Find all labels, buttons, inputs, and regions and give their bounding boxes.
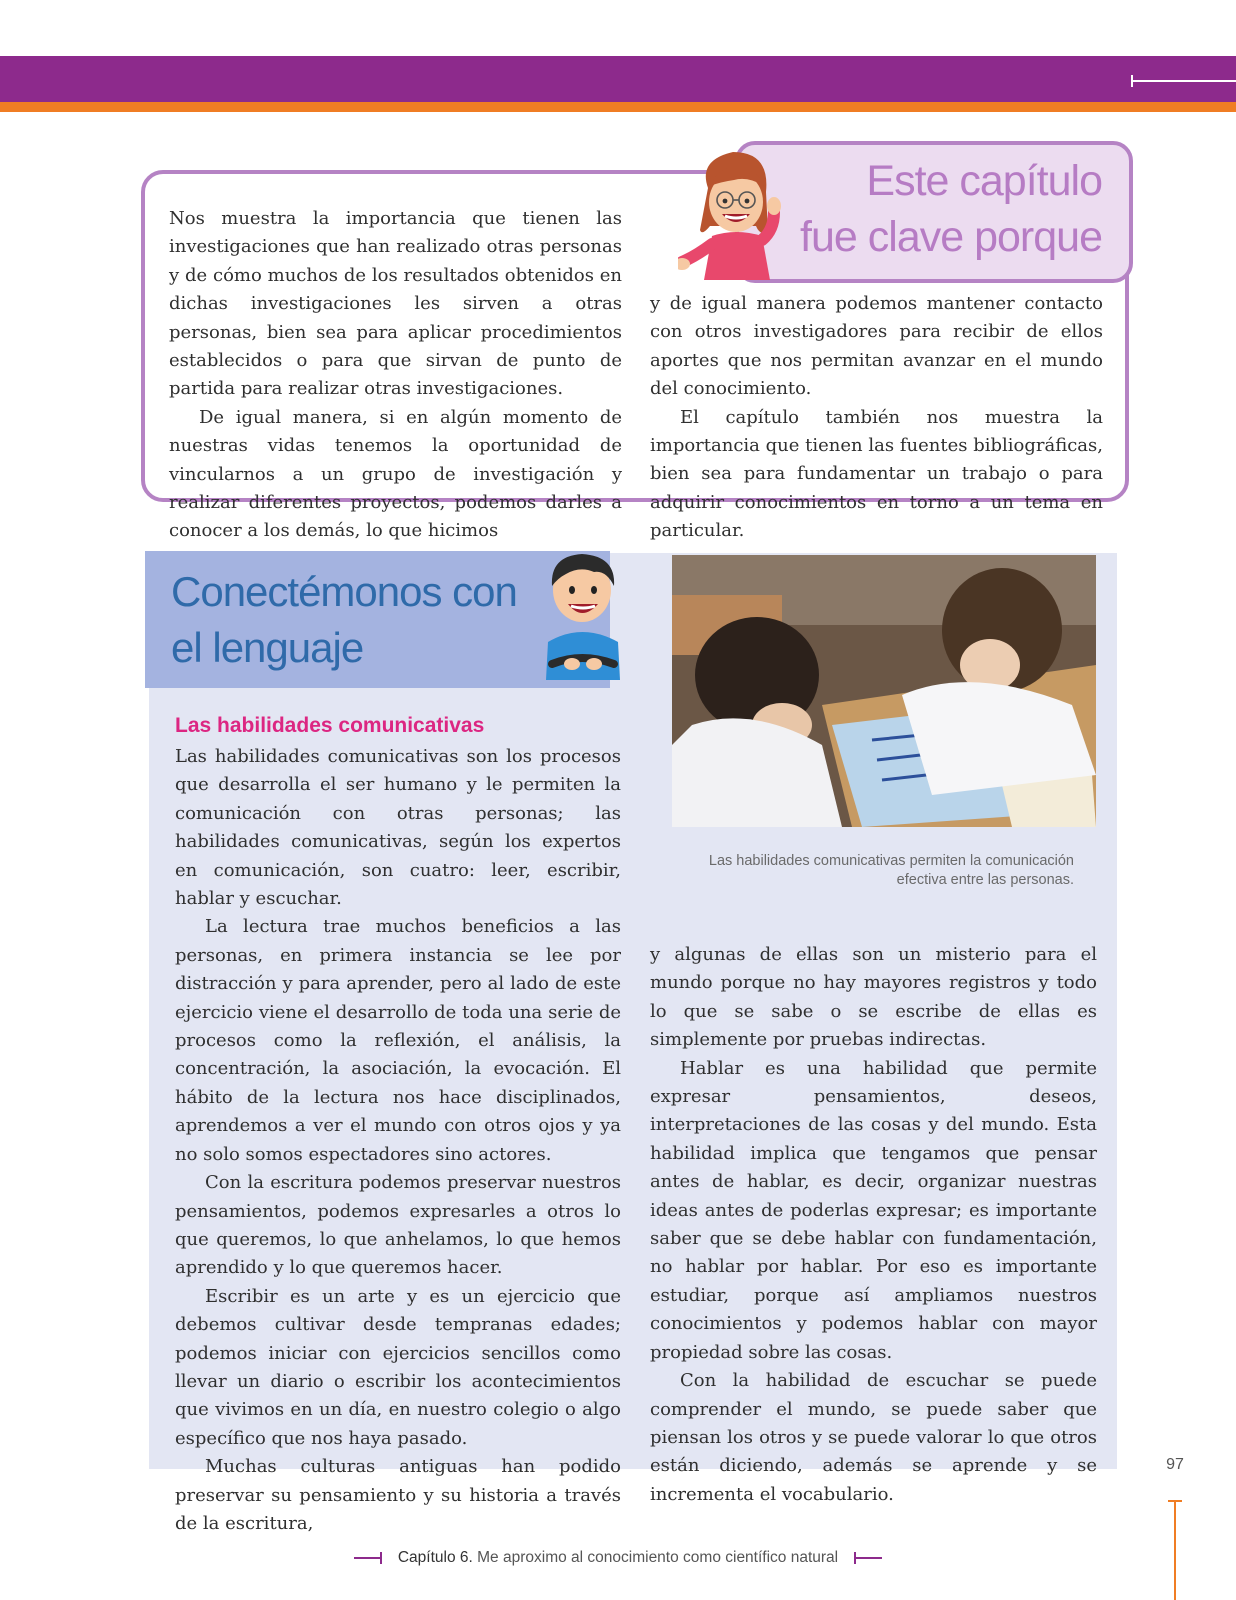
clave-title (770, 153, 1102, 265)
footer (0, 1549, 1236, 1567)
lenguaje-paragraph: Escribir es un arte y es un ejercicio que debemos cultivar desde tempranas edades; podemos iniciar con ejercicios sencillos como llevar un diario o escribir los acontecimientos que vivimos en un día, en nuestro colegio o algo específico que nos haya pasado. (175, 1285, 621, 1449)
lenguaje-paragraph: Con la habilidad de escuchar se puede comprender el mundo, se puede saber que piensan los otros y se puede valorar lo que otros están diciendo, además se aprende y se incrementa el vocabulario. (650, 1370, 1097, 1505)
girl-character-icon (678, 140, 798, 290)
lenguaje-paragraph: Las habilidades comunicativas son los procesos que desarrolla el ser humano y le permiten la comunicación con otras personas; las habilidades comunicativas, según los expertos en comunicación, son cuatro: leer, escribir, hablar y escuchar. (175, 746, 621, 910)
lenguaje-subheading: Las habilidades comunicativas (175, 714, 485, 737)
students-photo-illustration (672, 555, 1096, 827)
footer-mark-right (854, 1557, 882, 1559)
header-band-orange (0, 102, 1236, 112)
boy-character-icon (540, 546, 630, 686)
clave-paragraph: Nos muestra la importancia que tienen las investigaciones que han realizado otras personas y de cómo muchos de los resultados obtenidos en dichas investigaciones les sirven a otras personas, bien sea para aplicar procedimientos establecidos o para que sirvan de punto de partida para realizar otras investigaciones. (169, 208, 622, 400)
header-rule (1131, 80, 1236, 82)
clave-paragraph: El capítulo también nos muestra la importancia que tienen las fuentes bibliográficas, bien sea para fundamentar un trabajo o para adquirir conocimientos en torno a un tema en particular. (650, 406, 1103, 542)
lenguaje-title-line2: el lenguaje (171, 624, 364, 671)
clave-column-right (650, 290, 1103, 546)
page-number: 97 (1166, 1456, 1184, 1473)
header-band-purple (0, 56, 1236, 102)
lenguaje-paragraph: y algunas de ellas son un misterio para el mundo porque no hay mayores registros y todo lo que se sabe o se escribe de ellas es simplemente por pruebas indirectas. (650, 944, 1097, 1051)
lenguaje-paragraph: Con la escritura podemos preservar nuestros pensamientos, podemos expresarles a otros lo que queremos, lo que anhelamos, lo que hemos aprendido y lo que queremos hacer. (175, 1172, 621, 1279)
students-writing-photo (672, 555, 1096, 827)
lenguaje-paragraph: Hablar es una habilidad que permite expresar pensamientos, deseos, interpretaciones de las cosas y del mundo. Esta habilidad implica que tengamos que pensar antes de hablar, es decir, organizar nuestras ideas antes de poderlas expresar; es importante saber que se debe hablar con fundamentación, no hablar por hablar. Por eso es importante estudiar, porque así ampliamos nuestros conocimientos y podemos hablar con mayor propiedad sobre las cosas. (650, 1057, 1097, 1363)
lenguaje-title-line1: Conectémonos con (171, 568, 517, 615)
photo-caption (672, 852, 1074, 890)
lenguaje-column-right (650, 941, 1097, 1509)
clave-title-line1: Este capítulo (866, 157, 1102, 205)
clave-column-left (169, 205, 622, 546)
photo-caption-line2: efectiva entre las personas. (896, 872, 1074, 888)
lenguaje-title (171, 564, 591, 676)
lenguaje-column-left (175, 743, 621, 1538)
lenguaje-paragraph: Muchas culturas antiguas han podido preservar su pensamiento y su historia a través de la escritura, (175, 1456, 621, 1534)
clave-title-line2: fue clave porque (800, 213, 1102, 261)
footer-chapter-label: Capítulo 6. (397, 1549, 473, 1566)
photo-caption-line1: Las habilidades comunicativas permiten la comunicación (708, 853, 1074, 869)
footer-mark-left (354, 1557, 382, 1559)
clave-paragraph: y de igual manera podemos mantener contacto con otros investigadores para recibir de ellos aportes que nos permitan avanzar en el mundo del conocimiento. (650, 293, 1103, 400)
clave-paragraph: De igual manera, si en algún momento de nuestras vidas tenemos la oportunidad de vincularnos a un grupo de investigación y realizar diferentes proyectos, podemos darles a conocer a los demás, lo que hicimos (169, 406, 622, 542)
lenguaje-paragraph: La lectura trae muchos beneficios a las personas, en primera instancia se lee por distracción y para aprender, pero al lado de este ejercicio viene el desarrollo de toda una serie de procesos como la reflexión, el análisis, la concentración, la asociación, la evocación. El hábito de la lectura nos hace disciplinados, aprendemos a ver el mundo con otros ojos y ya no solo somos espectadores sino actores. (175, 916, 621, 1165)
footer-chapter-title: Me aproximo al conocimiento como científico natural (477, 1549, 839, 1566)
header-rule-tick (1131, 75, 1133, 87)
